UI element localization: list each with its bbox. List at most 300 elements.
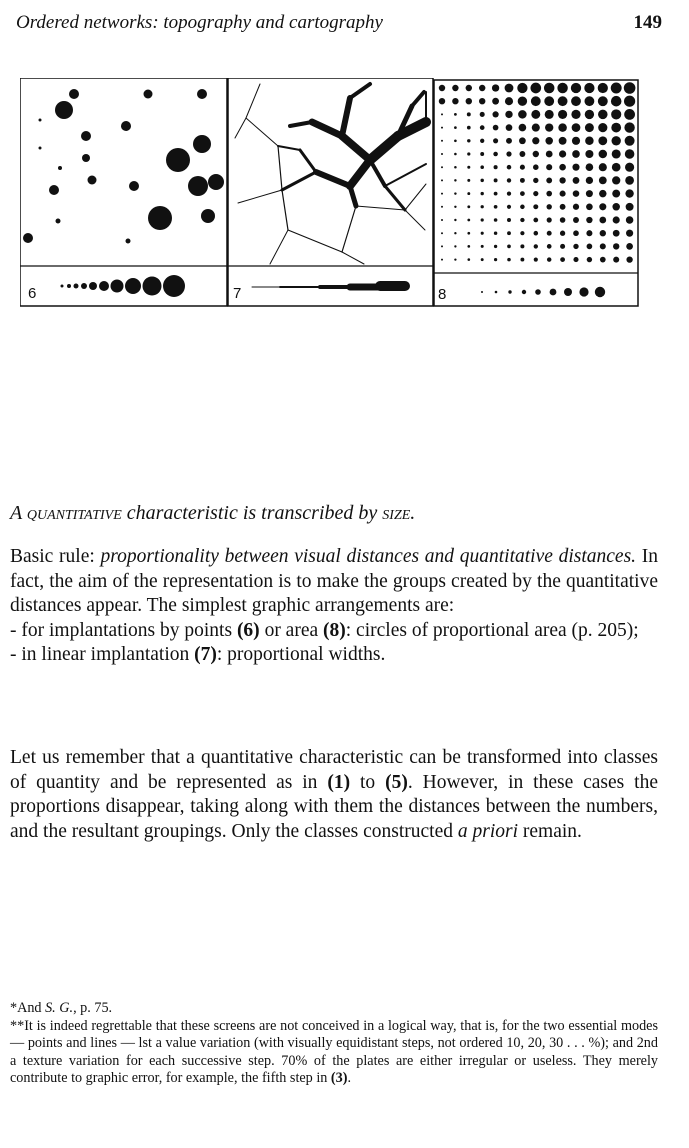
screen-dot [505,111,512,118]
item2-text-c: : proportional widths. [216,644,386,665]
screen-dot [613,257,619,263]
legend-dot [595,287,605,297]
screen-dot [533,204,538,209]
screen-dot [441,113,443,115]
screen-dot [571,83,581,93]
proportional-circle [56,219,61,224]
screen-dot [452,98,458,104]
paragraph-remember [10,746,658,844]
screen-dot [532,124,540,132]
screen-dot [544,83,555,94]
screen-dot [454,258,456,260]
heading-quantitative: quantitative [26,502,122,524]
screen-dot [467,258,470,261]
item1-ref-6: (6) [236,619,260,641]
screen-dot [480,125,485,130]
legend-circle [67,284,71,288]
screen-dot [452,85,458,91]
screen-dot [481,232,484,235]
list-item-linear [10,643,658,668]
screen-dot [573,257,578,262]
screen-dot [494,178,498,182]
screen-dot [494,245,497,248]
screen-dot [454,139,457,142]
heading-text-3: . [410,502,416,524]
screen-dot [545,110,554,119]
screen-dot [480,152,484,156]
screen-dot [467,139,470,142]
legend-circle [125,278,141,294]
p2-text-4: remain. [518,820,582,842]
screen-dot [624,82,636,94]
screen-dot [493,152,498,157]
screen-dot [547,257,551,261]
legend-circle [163,275,185,297]
screen-dot [454,166,457,169]
screen-dot [600,257,606,263]
screen-dot [560,217,566,223]
network-segment [300,150,316,172]
screen-dot [560,231,565,236]
screen-dot [611,96,622,107]
fn1-text-a: *And [10,1000,46,1016]
footnotes [10,1000,658,1088]
screen-dot [454,206,456,208]
screen-dot [467,192,470,195]
screen-dot [506,124,513,131]
network-segment [342,98,350,136]
screen-dot [573,217,579,223]
screen-dot [493,138,498,143]
network-segment [278,146,282,190]
heading-text-1: A [10,502,27,524]
screen-dot [505,97,513,105]
screen-dot [507,165,512,170]
screen-dot [558,123,567,132]
proportional-circle [23,233,33,243]
screen-dot [586,177,593,184]
item1-text-c: or area [259,619,324,641]
screen-dot [625,136,635,146]
proportional-circle [201,209,215,223]
screen-dot [546,191,552,197]
screen-dot [492,111,498,117]
figure-svg [20,78,640,308]
figure [20,78,640,308]
legend-circle [89,282,97,290]
item1-text-a: - for implantations by points [10,619,237,641]
screen-dot [467,205,470,208]
screen-dot [613,230,620,237]
proportional-circle [49,185,59,195]
running-head [16,12,662,42]
p2-text-1: Let us remember that a quantitative characteristic can be transformed into classes of quantity and be represented as in [10,747,658,793]
p2-text-3: . However, in these cases the proportions disappear, taking along with them the distances between the numbers, and the resultant groupings. Only the classes constructed [10,771,658,842]
screen-dot [467,232,470,235]
screen-dot [532,137,539,144]
p2-ref-5: (5) [385,771,408,793]
heading-text-2: characteristic is transcribed by [121,502,383,524]
screen-dot [534,231,539,236]
panel-8-legend [481,287,605,297]
screen-dot [518,110,527,119]
screen-dot [598,96,608,106]
screen-dot [611,136,620,145]
screen-dot [626,230,633,237]
screen-dot [520,258,524,262]
screen-dot [439,85,445,91]
screen-dot [600,230,606,236]
proportional-circle [39,147,42,150]
screen-dot [559,164,566,171]
screen-dot [599,163,607,171]
screen-dot [520,231,524,235]
screen-dot [467,152,470,155]
network-segment [312,122,342,136]
screen-dot [598,123,607,132]
screen-dot [534,244,538,248]
p2-italic-a-priori: a priori [457,820,518,842]
screen-dot [454,113,457,116]
paragraph-basic-rule [10,545,658,668]
screen-dot [598,83,608,93]
screen-dot [572,150,580,158]
screen-dot [572,137,580,145]
screen-dot [546,151,553,158]
screen-dot [599,190,606,197]
screen-dot [585,137,593,145]
screen-dot [520,218,524,222]
network-segment [316,172,350,186]
screen-dot [625,163,634,172]
screen-dot [546,177,552,183]
screen-dot [517,83,527,93]
screen-dot [572,123,581,132]
screen-dot [481,245,484,248]
screen-dot [481,218,484,221]
screen-dot [441,179,443,181]
network-segment [342,136,370,160]
screen-dot [612,176,620,184]
legend-dot [508,290,511,293]
panel-8-number: 8 [438,286,447,303]
screen-dot [626,216,634,224]
network-segment [278,146,300,150]
screen-dot [626,256,632,262]
screen-dot [507,218,511,222]
legend-dot [550,289,557,296]
screen-dot [520,244,524,248]
screen-dot [624,96,635,107]
p1-italic-rule: proportionality between visual distances and quantitative distances. [100,546,637,567]
panel-6 [20,78,227,306]
screen-dot [547,244,552,249]
screen-dot [612,163,621,172]
p1-text-2: In fact, the aim of the representation is to make the groups created by the quantitative distances appear. The simplest graphic arrangements are: [10,546,658,616]
network-segment [405,184,426,210]
screen-dot [441,245,443,247]
running-title: Ordered networks: topography and cartography [16,12,383,33]
fn1-text-c: , p. 75. [73,1000,113,1016]
screen-dot [573,190,580,197]
screen-dot [441,206,443,208]
network-segment [282,190,288,230]
proportional-circle [148,206,172,230]
page-number: 149 [633,12,662,33]
screen-dot [572,164,579,171]
screen-dot [533,218,538,223]
screen-dot [611,83,622,94]
screen-dot [441,127,443,129]
fn2-ref-3: (3) [330,1070,348,1086]
screen-dot [571,96,581,106]
screen-dot [559,150,566,157]
network-segment [246,84,260,118]
screen-dot [533,178,538,183]
screen-dot [573,177,580,184]
screen-dot [625,189,633,197]
screen-dot [507,178,511,182]
screen-dot [624,122,634,132]
network-segment [385,164,426,186]
screen-dot [507,231,511,235]
screen-dot [479,85,485,91]
proportional-circle [81,131,91,141]
proportional-circle [126,239,131,244]
screen-dot [494,205,498,209]
screen-dot [625,176,634,185]
screen-dot [531,96,541,106]
screen-dot [494,218,498,222]
network-segment [246,118,278,146]
item1-ref-8: (8) [323,619,346,641]
section-heading [10,502,658,525]
legend-circle [99,281,109,291]
p1-text-1: Basic rule: [10,546,101,567]
screen-dot [507,245,511,249]
screen-dot [571,110,580,119]
screen-dot [441,140,443,142]
legend-dot [495,291,498,294]
screen-dot [613,216,620,223]
screen-dot [507,258,511,262]
panel-7-frame [228,78,433,306]
proportional-circle [88,176,97,185]
screen-dot [599,203,606,210]
proportional-circle [82,154,90,162]
screen-dot [506,138,512,144]
screen-dot [519,151,525,157]
network-segment [288,230,342,252]
fn1-italic: S. G. [45,1000,74,1016]
screen-dot [599,177,607,185]
network-segment [342,206,356,252]
screen-dot [531,110,540,119]
item2-ref-7: (7) [194,644,217,665]
proportional-circle [129,181,139,191]
screen-dot [466,98,472,104]
proportional-circle [208,174,224,190]
screen-dot [454,232,456,234]
screen-dot [466,85,472,91]
network-segment [385,186,405,210]
panel-8-dot-grid [439,82,636,263]
screen-dot [544,96,554,106]
screen-dot [586,190,593,197]
screen-dot [441,193,443,195]
panel-6-dots [23,89,224,244]
screen-dot [560,244,565,249]
fn2-text-a: **It is indeed regrettable that these screens are not conceived in a logical way, that is, for the two essential modes — points and lines — lst a value variation (with visually equidistant steps, not ordered 10, 20, 30 . . . %); and 2nd a texture variation for each successive step. 70% of the plates are either irregular or useless. They merely contribute to graphic error, for example, the fifth step in [10,1017,658,1086]
screen-dot [586,230,592,236]
screen-dot [611,109,621,119]
panel-6-number: 6 [28,285,37,302]
proportional-circle [55,101,73,119]
screen-dot [494,192,498,196]
screen-dot [585,110,594,119]
legend-circle [61,285,64,288]
proportional-circle [197,89,207,99]
screen-dot [624,109,635,120]
screen-dot [586,163,594,171]
screen-dot [467,219,470,222]
screen-dot [507,191,511,195]
network-segment [270,230,288,264]
screen-dot [585,123,594,132]
screen-dot [518,97,527,106]
screen-dot [467,245,470,248]
screen-dot [546,164,552,170]
screen-dot [533,151,539,157]
screen-dot [530,83,541,94]
screen-dot [558,96,568,106]
network-segment [412,92,424,106]
screen-dot [519,124,527,132]
screen-dot [584,96,594,106]
network-segment [282,172,316,190]
screen-dot [441,232,443,234]
legend-dot [564,288,572,296]
panel-8 [434,80,638,306]
proportional-circle [39,119,42,122]
panel-7-network [235,84,426,264]
panel-7 [228,78,433,306]
screen-dot [559,177,565,183]
screen-dot [454,192,456,194]
screen-dot [454,179,456,181]
screen-dot [626,243,633,250]
screen-dot [505,84,514,93]
screen-dot [559,137,567,145]
legend-dot [535,289,541,295]
screen-dot [507,205,511,209]
item1-text-e: : circles of proportional area (p. 205); [345,619,639,641]
screen-dot [585,150,593,158]
network-segment [405,210,425,230]
proportional-circle [188,176,208,196]
panel-7-number: 7 [233,285,242,302]
panel-6-legend [61,275,186,297]
network-segment [235,118,246,138]
proportional-circle [121,121,131,131]
fn2-text-c: . [347,1070,351,1086]
screen-dot [492,98,499,105]
screen-dot [480,179,483,182]
screen-dot [494,258,497,261]
screen-dot [573,230,579,236]
screen-dot [547,217,552,222]
screen-dot [625,149,635,159]
network-segment [342,252,364,264]
screen-dot [467,166,470,169]
screen-dot [467,126,471,130]
proportional-circle [166,148,190,172]
network-segment [350,84,370,98]
screen-dot [441,166,443,168]
screen-dot [520,165,525,170]
screen-dot [441,259,443,261]
network-segment [290,122,312,126]
screen-dot [600,243,606,249]
screen-dot [545,137,553,145]
screen-dot [586,217,592,223]
screen-dot [547,204,552,209]
screen-dot [520,191,525,196]
screen-dot [560,204,566,210]
screen-dot [479,98,485,104]
network-segment [370,160,385,186]
screen-dot [586,203,593,210]
screen-dot [611,123,621,133]
network-segment [238,190,282,203]
screen-dot [558,110,567,119]
screen-dot [613,243,619,249]
screen-dot [573,204,579,210]
screen-dot [598,110,608,120]
screen-dot [587,257,592,262]
screen-dot [560,191,566,197]
screen-dot [454,153,457,156]
screen-dot [494,231,497,234]
proportional-circle [58,166,62,170]
screen-dot [506,151,511,156]
screen-dot [481,192,484,195]
screen-dot [545,123,553,131]
network-segment [370,136,398,160]
screen-dot [598,136,607,145]
list-item-points [10,619,658,644]
screen-dot [584,83,594,93]
screen-dot [626,203,634,211]
item2-text-a: - in linear implantation [10,644,195,665]
screen-dot [439,98,445,104]
screen-dot [492,84,499,91]
proportional-circle [193,135,211,153]
legend-circle [81,283,87,289]
proportional-circle [144,90,153,99]
p2-ref-1: (1) [327,771,351,793]
screen-dot [493,125,499,131]
screen-dot [480,165,484,169]
screen-dot [560,257,565,262]
footnote-1 [10,1000,658,1018]
screen-dot [534,258,538,262]
network-segment [356,206,405,210]
screen-dot [480,139,484,143]
legend-dot [579,287,588,296]
screen-dot [599,217,606,224]
screen-dot [519,137,526,144]
